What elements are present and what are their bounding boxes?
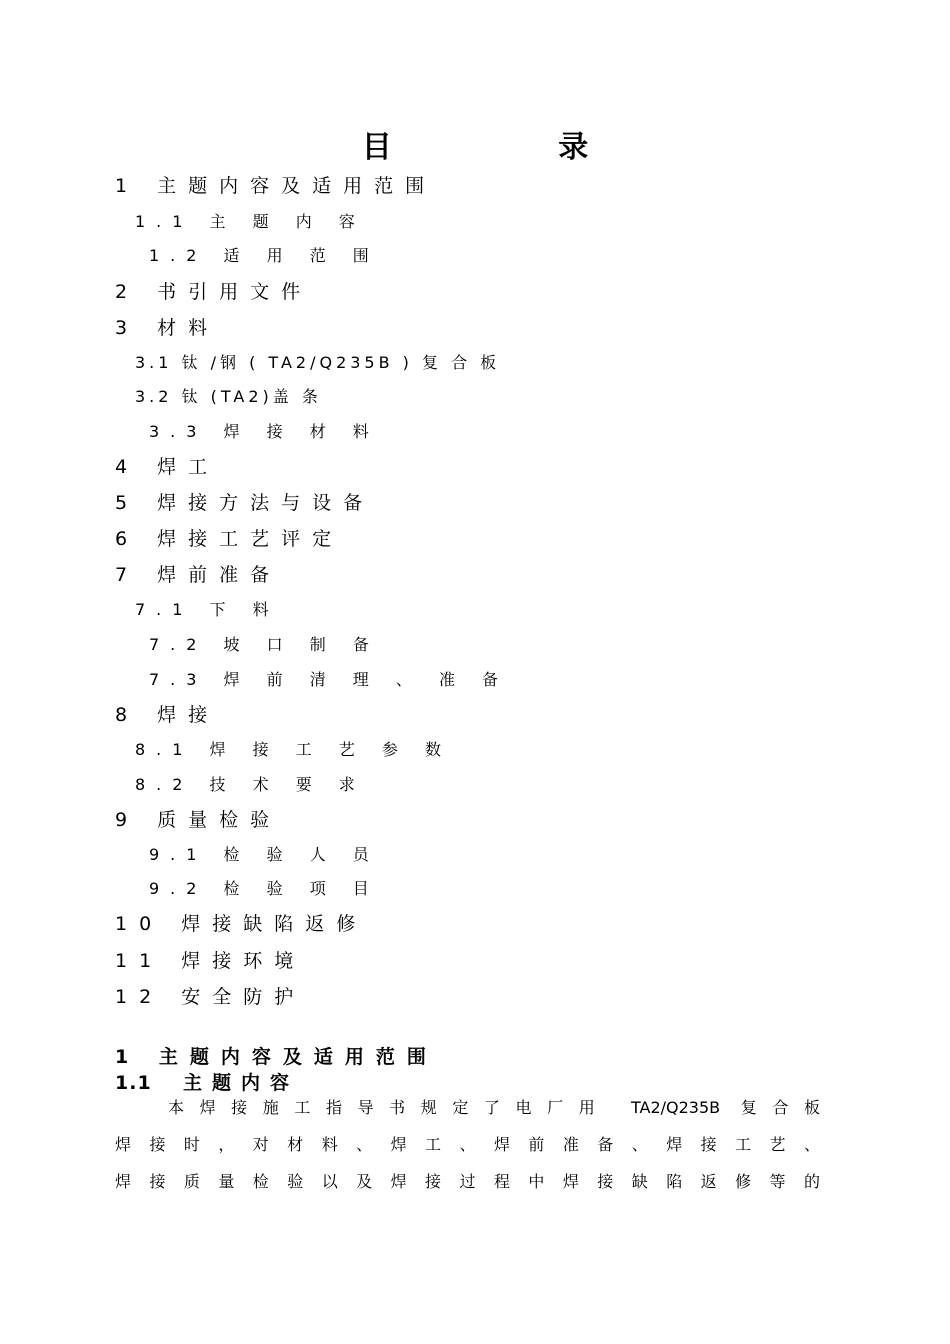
- toc-item: 7.1 下 料: [135, 600, 280, 619]
- toc-item: 6 焊接工艺评定: [115, 528, 344, 550]
- toc-item: 10 焊接缺陷返修: [115, 913, 368, 935]
- toc-item: 7.3 焊 前 清 理 、 准 备: [149, 670, 510, 689]
- toc-item: 5 焊接方法与设备: [115, 492, 375, 514]
- toc-item: 3.1 钛 /钢 ( TA2/Q235B ) 复 合 板: [135, 353, 501, 372]
- toc-item: 9 质量检验: [115, 809, 282, 831]
- toc-item: 3.3 焊 接 材 料: [149, 422, 380, 441]
- toc-item: 11 焊接环境: [115, 950, 306, 972]
- toc-item: 1.1 主 题 内 容: [135, 212, 366, 231]
- toc-item: 9.1 检 验 人 员: [149, 845, 380, 864]
- toc-item: 8 焊接: [115, 704, 220, 726]
- toc-item: 4 焊工: [115, 456, 220, 478]
- subsection-heading: [115, 1070, 299, 1096]
- paragraph-line: 焊接时，对材料、焊工、焊前准备、焊接工艺、: [115, 1135, 820, 1154]
- subsection-title: 主题内容: [183, 1072, 300, 1094]
- paragraph-line: 焊接质量检验以及焊接过程中焊接缺陷返修等的: [115, 1172, 820, 1191]
- subsection-number: 1.1: [115, 1072, 152, 1094]
- paragraph-line: 本焊接施工指导书规定了电厂用 TA2/Q235B 复合板: [168, 1098, 820, 1117]
- toc-item: 12 安全防护: [115, 986, 306, 1008]
- toc-item: 3.2 钛 (TA2)盖 条: [135, 387, 322, 406]
- toc-title: 目 录: [361, 130, 667, 165]
- section-heading: 1 主题内容及适用范围: [115, 1046, 438, 1068]
- toc-item: 3 材料: [115, 317, 220, 339]
- toc-item: 7.2 坡 口 制 备: [149, 635, 380, 654]
- toc-item: 8.2 技 术 要 求: [135, 775, 366, 794]
- toc-item: 1.2 适 用 范 围: [149, 246, 380, 265]
- toc-item: 7 焊前准备: [115, 564, 282, 586]
- toc-item: 1 主题内容及适用范围: [115, 175, 437, 197]
- toc-item: 9.2 检 验 项 目: [149, 879, 380, 898]
- toc-item: 8.1 焊 接 工 艺 参 数: [135, 740, 452, 759]
- toc-item: 2 书引用文件: [115, 281, 313, 303]
